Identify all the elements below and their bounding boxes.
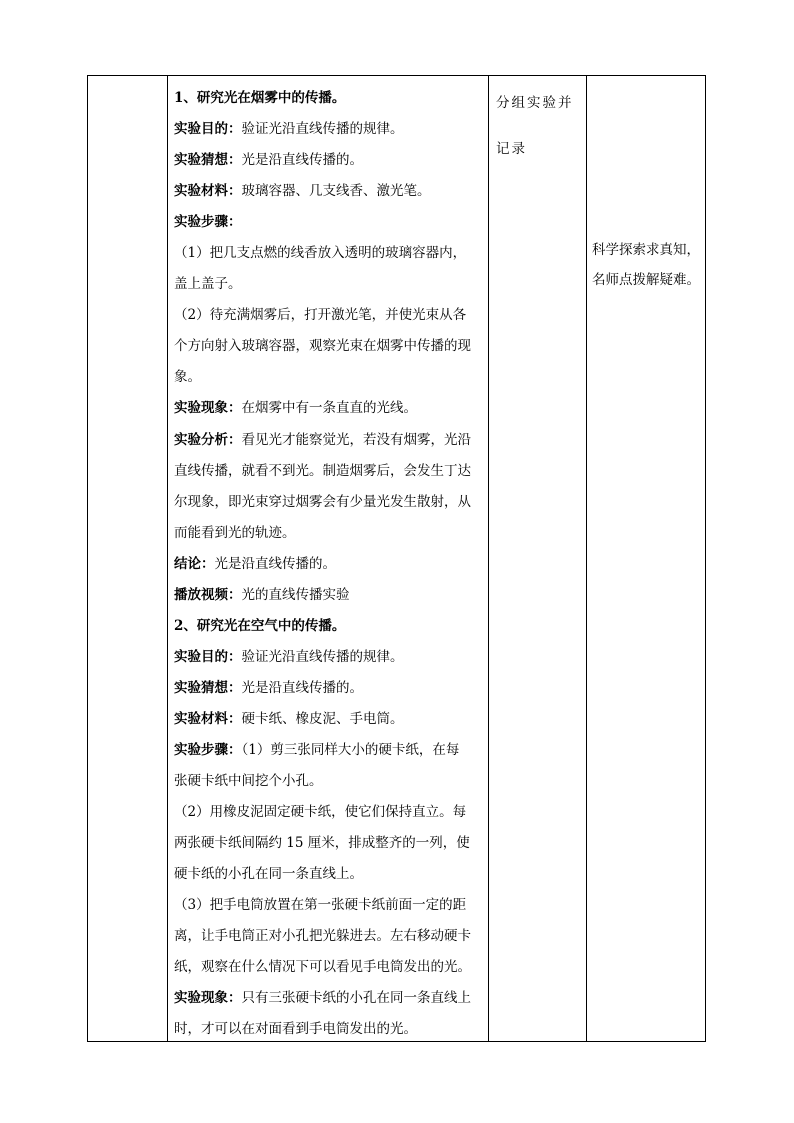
- activity-line: 记录: [496, 141, 527, 157]
- content-text: 光是沿直线传播的。: [241, 152, 363, 169]
- content-line: [174, 425, 488, 456]
- content-label: 实验目的：: [174, 648, 242, 665]
- content-text: 个方向射入玻璃容器，观察光束在烟雾中传播的现: [174, 338, 471, 355]
- column-divider-2: [488, 75, 489, 1042]
- design-intent-cell: [592, 235, 706, 295]
- content-text: 光是沿直线传播的。: [214, 555, 336, 572]
- content-line: [174, 393, 488, 424]
- content-line: [174, 952, 488, 983]
- content-text: 验证光沿直线传播的规律。: [241, 121, 404, 138]
- content-line: [174, 300, 488, 331]
- content-label: 实验材料：: [174, 183, 242, 200]
- content-line: [174, 859, 488, 890]
- activity-line: 分组实验并: [496, 95, 574, 111]
- column-divider-1: [167, 75, 168, 1042]
- content-line: [174, 580, 488, 611]
- content-text: （1）剪三张同样大小的硬卡纸，在每: [241, 741, 460, 758]
- table-border-right: [705, 75, 706, 1042]
- content-text: 玻璃容器、几支线香、激光笔。: [241, 183, 431, 200]
- table-border-left: [87, 75, 88, 1042]
- content-label: 实验猜想：: [174, 679, 242, 696]
- intent-line: 科学探索求真知，: [592, 242, 700, 258]
- intent-line: 名师点拨解疑难。: [592, 272, 700, 288]
- content-line: [174, 921, 488, 952]
- content-label: 实验猜想：: [174, 152, 242, 169]
- content-label: 实验现象：: [174, 990, 242, 1007]
- content-line: [174, 518, 488, 549]
- content-line: [174, 456, 488, 487]
- content-line: [174, 114, 488, 145]
- content-label: 实验步骤：: [174, 741, 242, 758]
- content-line: [174, 673, 488, 704]
- content-line: [174, 207, 488, 238]
- content-text: 只有三张硬卡纸的小孔在同一条直线上: [241, 990, 471, 1007]
- content-text: 硬卡纸的小孔在同一条直线上。: [174, 866, 363, 883]
- content-text: 尔现象，即光束穿过烟雾会有少量光发生散射，从: [174, 493, 471, 510]
- content-line: [174, 828, 488, 859]
- content-line: [174, 735, 488, 766]
- content-line: [174, 983, 488, 1014]
- content-label: 实验现象：: [174, 400, 242, 417]
- teaching-content-cell: [174, 83, 488, 1045]
- content-label: 结论：: [174, 555, 215, 572]
- table-top-border: [87, 75, 706, 76]
- content-text: 时，才可以在对面看到手电筒发出的光。: [174, 1021, 417, 1038]
- content-label: 2、研究光在空气中的传播。: [174, 617, 346, 634]
- content-label: 实验分析：: [174, 431, 242, 448]
- content-text: 验证光沿直线传播的规律。: [241, 648, 404, 665]
- content-line: [174, 487, 488, 518]
- column-divider-3: [586, 75, 587, 1042]
- content-line: [174, 176, 488, 207]
- content-text: 张硬卡纸中间挖个小孔。: [174, 773, 323, 790]
- content-text: 而能看到光的轨迹。: [174, 524, 296, 541]
- content-line: [174, 642, 488, 673]
- content-label: 1、研究光在烟雾中的传播。: [174, 90, 346, 106]
- content-label: 实验目的：: [174, 121, 242, 138]
- content-line: [174, 890, 488, 921]
- content-text: （1）把几支点燃的线香放入透明的玻璃容器内，: [174, 245, 467, 262]
- lesson-table: [87, 75, 706, 1042]
- content-line: [174, 238, 488, 269]
- content-line: [174, 704, 488, 735]
- content-label: 播放视频：: [174, 586, 242, 603]
- content-text: 盖上盖子。: [174, 276, 242, 293]
- student-activity-cell: [496, 80, 584, 172]
- content-text: 在烟雾中有一条直直的光线。: [241, 400, 417, 417]
- content-text: （2）用橡皮泥固定硬卡纸，使它们保持直立。每: [174, 804, 467, 821]
- content-line: [174, 331, 488, 362]
- content-text: （2）待充满烟雾后，打开激光笔，并使光束从各: [174, 307, 467, 324]
- content-text: 纸，观察在什么情况下可以看见手电筒发出的光。: [174, 959, 471, 976]
- content-text: 光是沿直线传播的。: [241, 679, 363, 696]
- content-line: [174, 1014, 488, 1045]
- content-text: 直线传播，就看不到光。制造烟雾后，会发生丁达: [174, 462, 471, 479]
- content-text: 硬卡纸、橡皮泥、手电筒。: [241, 710, 404, 727]
- content-text: 光的直线传播实验: [241, 586, 350, 603]
- content-text: 离，让手电筒正对小孔把光躲进去。左右移动硬卡: [174, 928, 471, 945]
- content-line: [174, 362, 488, 393]
- content-line: [174, 83, 488, 114]
- content-label: 实验材料：: [174, 710, 242, 727]
- content-line: [174, 611, 488, 642]
- content-line: [174, 766, 488, 797]
- content-label: 实验步骤：: [174, 214, 242, 231]
- content-text: （3）把手电筒放置在第一张硬卡纸前面一定的距: [174, 897, 467, 914]
- content-text: 象。: [174, 369, 201, 386]
- content-line: [174, 797, 488, 828]
- content-line: [174, 269, 488, 300]
- content-line: [174, 549, 488, 580]
- content-line: [174, 145, 488, 176]
- content-text: 看见光才能察觉光，若没有烟雾，光沿: [241, 431, 471, 448]
- content-text: 两张硬卡纸间隔约 15 厘米，排成整齐的一列，使: [174, 835, 470, 852]
